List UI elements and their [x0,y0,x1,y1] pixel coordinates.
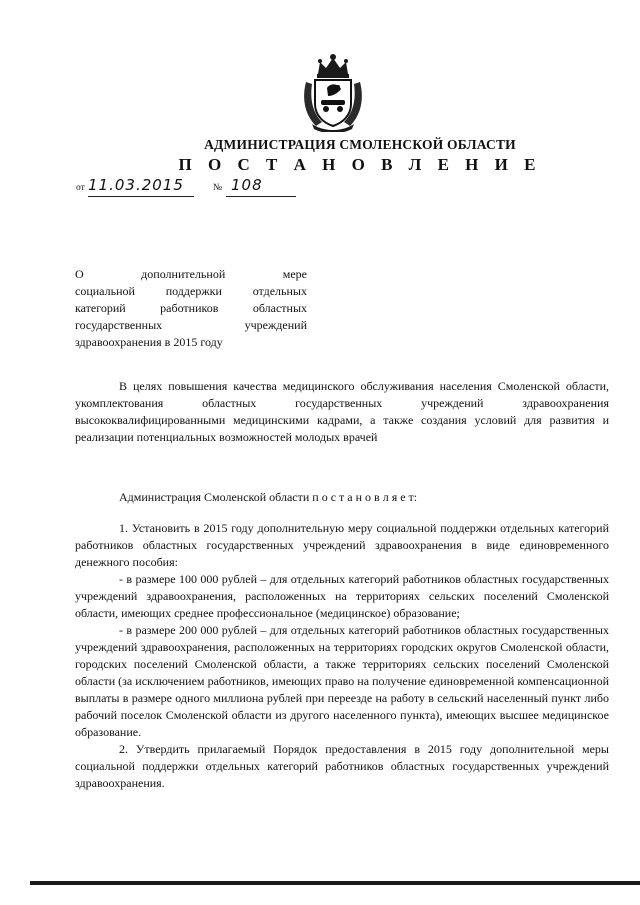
item-2: 2. Утвердить прилагаемый Порядок предоставления в 2015 году дополнительной меры социальной поддержки отдельных категорий работников областных государственных учреждений здравоохранения. [75,742,609,790]
document-type-title: П О С Т А Н О В Л Е Н И Е [178,155,542,174]
subject-line: категорий работников областных [75,301,307,315]
item-1: 1. Установить в 2015 году дополнительную меру социальной поддержки отдельных категорий работников областных государственных учреждений здравоохранения в виде единовременного денежного пособия: [75,521,609,569]
subject-line: государственных учреждений [75,318,307,332]
date-value: 11.03.2015 [88,176,184,194]
number-prefix: № [213,183,223,193]
resolution-items [75,520,609,792]
number-value: 108 [231,176,263,194]
resolves-paragraph: Администрация Смоленской области п о с т а н о в л я е т: [119,490,418,504]
date-prefix: от [76,183,85,193]
document-subject [75,266,307,351]
subject-line: социальной поддержки отдельных [75,284,307,298]
item-1-subitem-a: - в размере 100 000 рублей – для отдельных категорий работников областных государственных учреждений здравоохранения, расположенных на территориях сельских поселений Смоленской области, имеющих среднее профессиональное (медицинское) образование; [75,572,609,620]
number-underline [226,196,296,197]
date-underline [88,196,194,197]
organization-title: АДМИНИСТРАЦИЯ СМОЛЕНСКОЙ ОБЛАСТИ [204,137,516,152]
item-1-subitem-b: - в размере 200 000 рублей – для отдельных категорий работников областных государственных учреждений здравоохранения, расположенных на территориях городских округов Смоленской области, городских поселений Смоленской области, а также территориях сельских поселений Смоленской области (за исключением работников, имеющих право на получение единовременной компенсационной выплаты в размере одного миллиона рублей при переезде на работу в сельский населенный пункт либо рабочий поселок Смоленской области из другого населенного пункта), имеющих высшее медицинское образование. [75,623,609,739]
smolensk-coat-of-arms-icon [300,52,366,132]
preamble-paragraph: В целях повышения качества медицинского обслуживания населения Смоленской области, укомплектования областных государственных учреждений здравоохранения высококвалифицированными медицинскими кадрами, а также создания условий для развития и реализации потенциальных возможностей молодых врачей [75,379,609,444]
subject-line: здравоохранения в 2015 году [75,335,223,349]
footer-divider [30,881,640,885]
subject-line: О дополнительной мере [75,267,307,281]
